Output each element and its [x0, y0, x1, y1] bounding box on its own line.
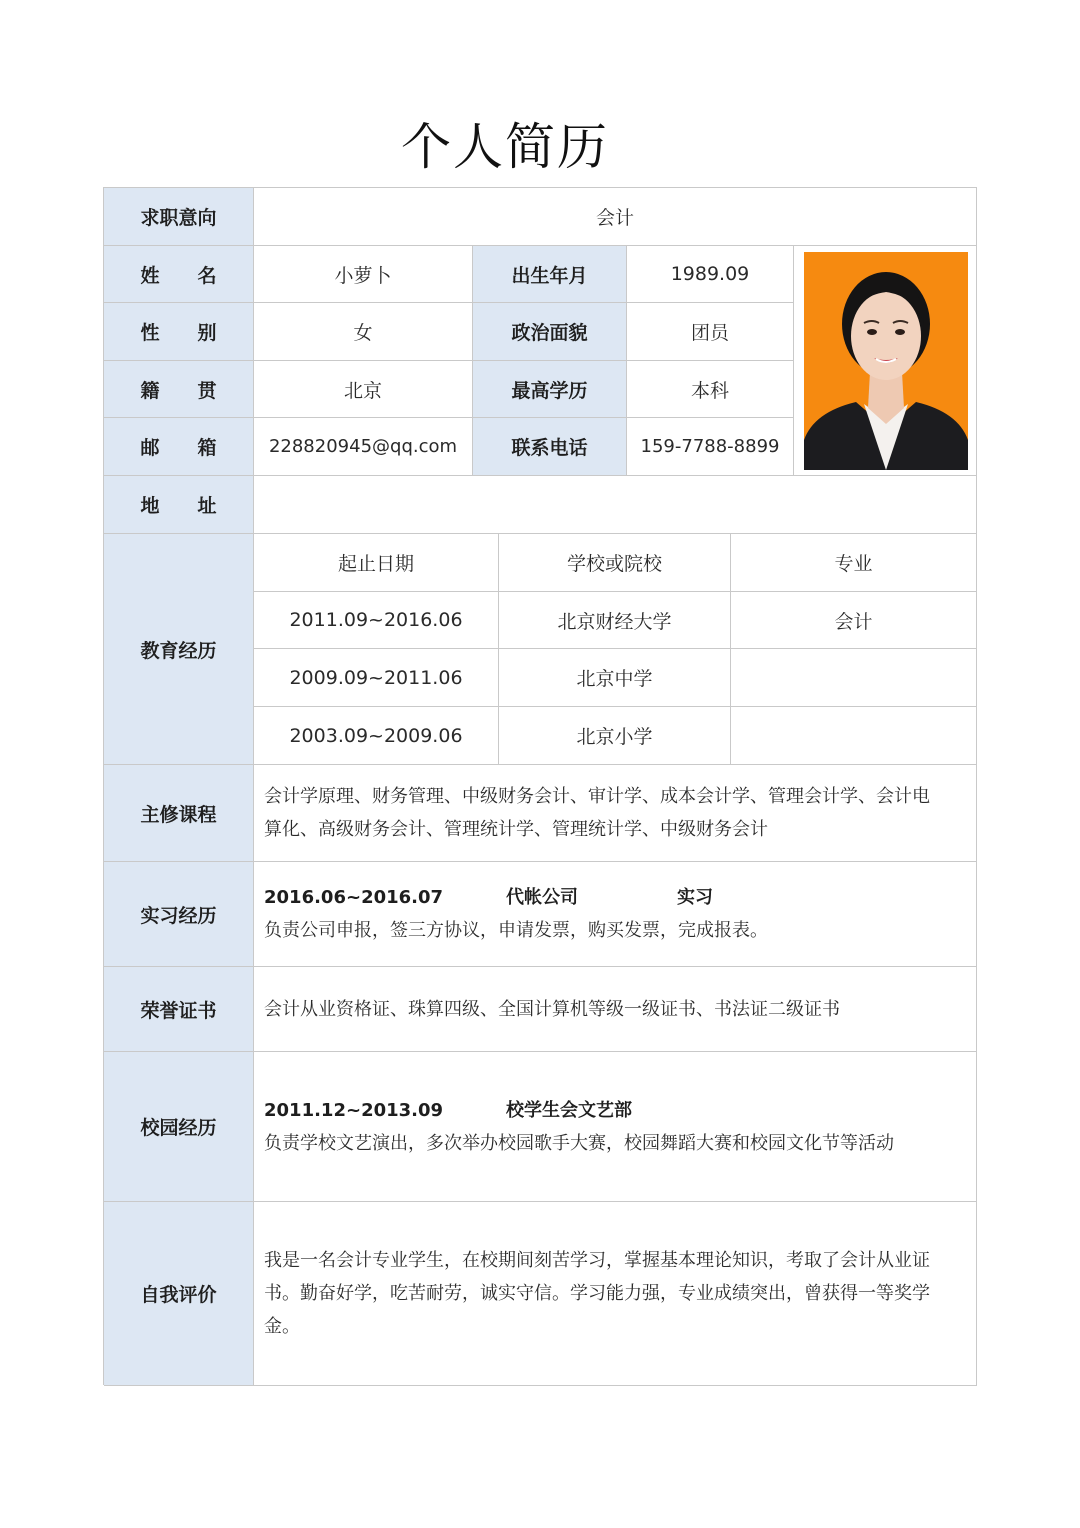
- label-native: [104, 361, 254, 418]
- label-political: [473, 303, 627, 361]
- page-title: 个人简历: [401, 118, 609, 176]
- value-courses: [254, 765, 977, 862]
- value-birth: [627, 246, 794, 303]
- value-gender: [254, 303, 473, 361]
- value-name: [254, 246, 473, 303]
- label-degree: [473, 361, 627, 418]
- label-gender-char-2: 别: [197, 322, 217, 344]
- edu-row-1-school: [499, 592, 731, 649]
- value-phone: [627, 418, 794, 476]
- edu-row-1-period: [254, 592, 499, 649]
- value-birth-text: 1989.09: [670, 263, 750, 285]
- label-education-text: 教育经历: [140, 639, 217, 662]
- portrait-icon: [804, 252, 968, 470]
- internship-desc: 负责公司申报，签三方协议，申请发票，购买发票，完成报表。: [264, 920, 768, 941]
- edu-row-3-school: [499, 707, 731, 765]
- label-honors: [104, 967, 254, 1052]
- value-degree-text: 本科: [690, 379, 729, 402]
- value-email-text: 228820945@qq.com: [268, 436, 458, 457]
- self-eval-line-3: 金。: [264, 1316, 300, 1337]
- edu-row-1-major-text: 会计: [834, 610, 873, 633]
- label-email-text: [141, 433, 217, 460]
- label-internship-text: 实习经历: [140, 904, 217, 927]
- value-email: [254, 418, 473, 476]
- internship-role: 实习: [677, 887, 713, 908]
- campus-desc: 负责学校文艺演出，多次举办校园歌手大赛，校园舞蹈大赛和校园文化节等活动: [264, 1132, 894, 1154]
- edu-header-major-text: 专业: [834, 553, 873, 575]
- label-name-char-2: 名: [197, 264, 217, 287]
- internship-head: [264, 881, 966, 914]
- value-political-text: 团员: [690, 322, 729, 344]
- label-birth: [473, 246, 627, 303]
- label-self-eval-text: 自我评价: [140, 1284, 217, 1306]
- edu-header-school: [499, 534, 731, 592]
- value-name-text: 小萝卜: [334, 264, 392, 287]
- internship-company: 代帐公司: [506, 887, 578, 908]
- edu-row-2-period-text: 2009.09~2011.06: [289, 666, 463, 689]
- label-campus: [104, 1052, 254, 1202]
- campus-head: [264, 1094, 966, 1127]
- edu-row-2-school: [499, 649, 731, 707]
- label-email-char-2: 箱: [197, 437, 217, 459]
- edu-header-period-text: 起止日期: [337, 553, 414, 575]
- label-email: [104, 418, 254, 476]
- label-gender: [104, 303, 254, 361]
- edu-header-school-text: 学校或院校: [566, 553, 662, 575]
- campus-org: 校学生会文艺部: [506, 1099, 632, 1121]
- portrait-photo: [804, 252, 968, 470]
- label-education: [104, 534, 254, 765]
- label-name: [104, 246, 254, 303]
- edu-row-2-major: [731, 649, 977, 707]
- courses-text: [264, 780, 966, 846]
- label-self-eval: [104, 1202, 254, 1386]
- label-birth-text: 出生年月: [511, 264, 588, 287]
- campus-text: [264, 1094, 966, 1160]
- edu-row-3-school-text: 北京小学: [576, 726, 653, 748]
- edu-row-3-period-text: 2003.09~2009.06: [289, 724, 463, 747]
- label-internship: [104, 862, 254, 967]
- edu-row-3-period: [254, 707, 499, 765]
- value-phone-text: 159-7788-8899: [640, 436, 780, 457]
- self-eval-line-1: 我是一名会计专业学生，在校期间刻苦学习，掌握基本理论知识，考取了会计从业证: [264, 1250, 930, 1271]
- label-address: [104, 476, 254, 534]
- label-gender-char-1: 性: [140, 322, 160, 344]
- label-courses: [104, 765, 254, 862]
- value-native: [254, 361, 473, 418]
- value-job-intent-text: 会计: [595, 207, 634, 229]
- label-name-char-1: 姓: [140, 264, 160, 287]
- courses-line-1: 会计学原理、财务管理、中级财务会计、审计学、成本会计学、管理会计学、会计电: [264, 786, 930, 807]
- label-honors-text: 荣誉证书: [140, 999, 217, 1022]
- label-address-char-1: 地: [140, 495, 160, 517]
- label-political-text: 政治面貌: [511, 322, 588, 344]
- label-degree-text: 最高学历: [511, 379, 588, 402]
- value-campus: [254, 1052, 977, 1202]
- self-eval-line-2: 书。勤奋好学，吃苦耐劳，诚实守信。学习能力强，专业成绩突出，曾获得一等奖学: [264, 1283, 930, 1304]
- value-self-eval: [254, 1202, 977, 1386]
- label-job-intent-text: 求职意向: [140, 207, 217, 229]
- resume-table: [103, 187, 977, 1385]
- label-phone: [473, 418, 627, 476]
- edu-row-3-major: [731, 707, 977, 765]
- value-internship: [254, 862, 977, 967]
- label-courses-text: 主修课程: [140, 803, 217, 826]
- label-job-intent: [104, 188, 254, 246]
- edu-row-2-school-text: 北京中学: [576, 668, 653, 690]
- value-native-text: 北京: [343, 379, 382, 402]
- value-political: [627, 303, 794, 361]
- edu-row-1-school-text: 北京财经大学: [557, 610, 672, 633]
- honors-text: 会计从业资格证、珠算四级、全国计算机等级一级证书、书法证二级证书: [264, 998, 840, 1020]
- campus-period: 2011.12~2013.09: [264, 1099, 444, 1121]
- courses-line-2: 算化、高级财务会计、管理统计学、管理统计学、中级财务会计: [264, 819, 768, 840]
- label-address-char-2: 址: [197, 495, 217, 517]
- value-job-intent: [254, 188, 977, 246]
- internship-period: 2016.06~2016.07: [264, 887, 444, 908]
- label-email-char-1: 邮: [140, 437, 160, 459]
- label-campus-text: 校园经历: [140, 1117, 217, 1139]
- label-native-text: [141, 376, 217, 403]
- label-name-text: [141, 261, 217, 288]
- self-eval-text: [264, 1244, 966, 1343]
- edu-header-period: [254, 534, 499, 592]
- edu-header-major: [731, 534, 977, 592]
- value-degree: [627, 361, 794, 418]
- label-address-text: [141, 491, 217, 518]
- label-gender-text: [141, 318, 217, 345]
- label-native-char-1: 籍: [140, 379, 160, 402]
- edu-row-2-period: [254, 649, 499, 707]
- value-honors: [254, 967, 977, 1052]
- label-native-char-2: 贯: [197, 379, 217, 402]
- internship-text: [264, 881, 966, 947]
- value-address: [254, 476, 977, 534]
- edu-row-1-major: [731, 592, 977, 649]
- value-gender-text: 女: [353, 322, 373, 344]
- label-phone-text: 联系电话: [511, 437, 588, 459]
- edu-row-1-period-text: 2011.09~2016.06: [289, 609, 463, 631]
